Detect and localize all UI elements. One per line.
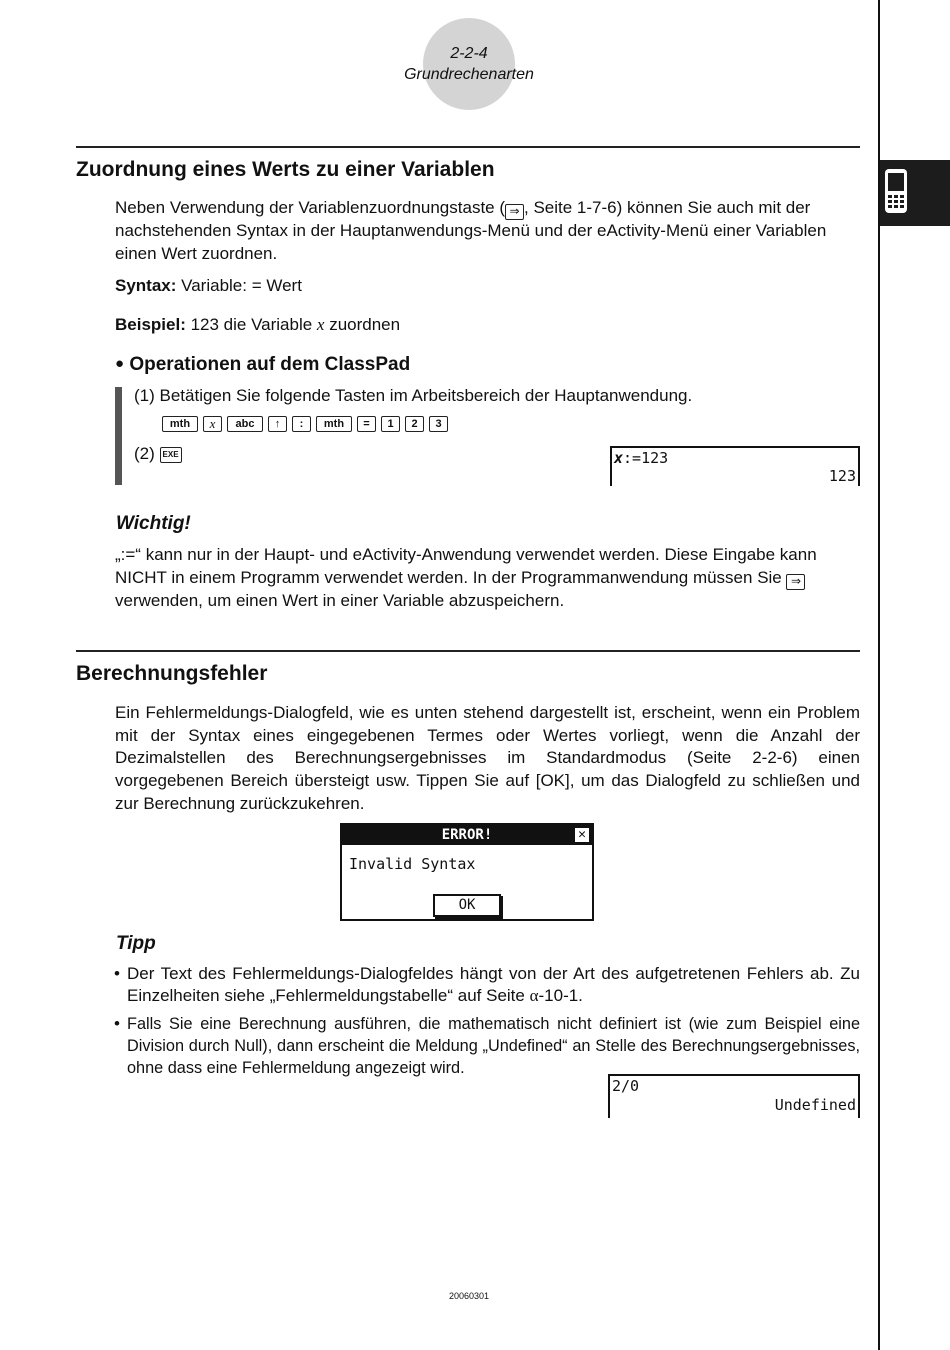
screen-result: 123 [828,467,856,485]
dialog-message: Invalid Syntax [349,855,476,873]
screen-input-text: :=123 [623,449,669,467]
example-line [115,314,400,337]
tip-item-1 [127,963,860,1007]
step-1: (1) Betätigen Sie folgende Tasten im Arbeitsbereich der Hauptanwendung. [134,386,693,405]
mth-key: mth [162,416,198,432]
example-label: Beispiel: [115,315,186,334]
syntax-label: Syntax: [115,276,177,295]
close-icon[interactable]: ✕ [574,827,590,843]
classpad-calculator-icon [884,168,908,214]
header-circle [423,18,515,110]
section-rule [76,146,860,148]
equals-key: = [357,416,376,432]
important-text-b: verwenden, um einen Wert in einer Variable abzuspeichern. [115,590,565,610]
chapter-title: Grundrechenarten [404,66,534,83]
step-2-label: (2) [134,444,155,463]
tip-1-text-b: -10-1. [538,986,583,1006]
error-paragraph: Ein Fehlermeldungs-Dialogfeld, wie es unten stehend dargestellt ist, erscheint, wenn ein Problem mit der Syntax eines eingegebenen Termes oder Wertes vorliegt, wenn die Anzahl der Dezimalstellen des Berechnungsergebnisses im Standardmodus (Seite 2-2-6) einen vorgegebenen Bereich übersteigt usw. Tippen Sie auf [OK], um das Dialogfeld zu schließen und zur Berechnung zurückzukehren. [115,703,860,813]
dialog-title: ERROR! [441,827,493,843]
operations-heading-text: Operationen auf dem ClassPad [129,354,411,375]
screen-input-var: x [614,449,624,467]
digit-2-key: 2 [405,416,424,432]
example-text: 123 die Variable [185,315,317,334]
example-variable: x [316,315,325,334]
tip-item-2: Falls Sie eine Berechnung ausführen, die mathematisch nicht definiert ist (wie zum Beispiel eine Division durch Null), dann erscheint die Meldung „Undefined“ an Stelle des Berechnungsergebnisses, ohne dass eine Fehlermeldung angezeigt wird. [127,1015,860,1078]
tip-1-text-a: Der Text des Fehlermeldungs-Dialogfeldes hängt von der Art des aufgetretenen Fehlers ab. Zu Einzelheiten siehe „Fehlermeldungstabelle“ auf Seite [127,964,860,1006]
screen-input: 2/0 [612,1077,640,1095]
intro-text-a: Neben Verwendung der Variablenzuordnungstaste ( [115,198,506,217]
step-2 [134,443,182,466]
syntax-line [115,275,302,298]
operations-heading [115,354,410,376]
x-key: x [203,416,222,432]
section-heading: Zuordnung eines Werts zu einer Variablen [76,158,495,181]
tip-heading: Tipp [116,933,156,954]
mth-key: mth [316,416,352,432]
intro-text-b: , Seite 1-7-6) können Sie auch mit der nachstehenden Syntax in der Hauptanwendungs-Menü und der eActivity-Menü einer Variablen einen Wert zuordnen. [115,198,827,263]
calculator-screen-1 [610,446,860,486]
tip-1-alpha: α [529,986,539,1006]
digit-1-key: 1 [381,416,400,432]
important-paragraph [115,544,860,612]
key-sequence [162,416,448,432]
bullet-icon: • [114,964,120,983]
abc-key: abc [227,416,263,432]
syntax-value: Variable: = Wert [176,276,302,295]
store-arrow-icon: ⇒ [786,574,805,590]
important-heading: Wichtig! [116,513,191,534]
store-arrow-icon: ⇒ [505,204,524,220]
bullet-icon: ● [115,355,125,372]
page-number: 2-2-4 [450,45,488,62]
up-arrow-key: ↑ [268,416,287,432]
colon-key: : [292,416,311,432]
screen-input [614,449,668,467]
example-text-post: zuordnen [324,315,401,334]
calculator-screen-2 [608,1074,860,1118]
exe-key: EXE [160,447,182,463]
dialog-title-bar [342,825,592,845]
bullet-icon: • [114,1014,120,1033]
digit-3-key: 3 [429,416,448,432]
intro-paragraph [115,197,860,265]
section-rule [76,650,860,652]
screen-result: Undefined [774,1096,856,1114]
footer-code: 20060301 [448,1291,490,1301]
error-dialog [340,823,594,921]
important-text-a: „:=“ kann nur in der Haupt- und eActivity-Anwendung verwendet werden. Diese Eingabe kann NICHT in einem Programm verwendet werden. In der Programmanwendung müssen Sie [115,545,817,587]
procedure-bar [115,387,122,485]
section-heading: Berechnungsfehler [76,662,268,685]
ok-button[interactable]: OK [433,894,501,917]
